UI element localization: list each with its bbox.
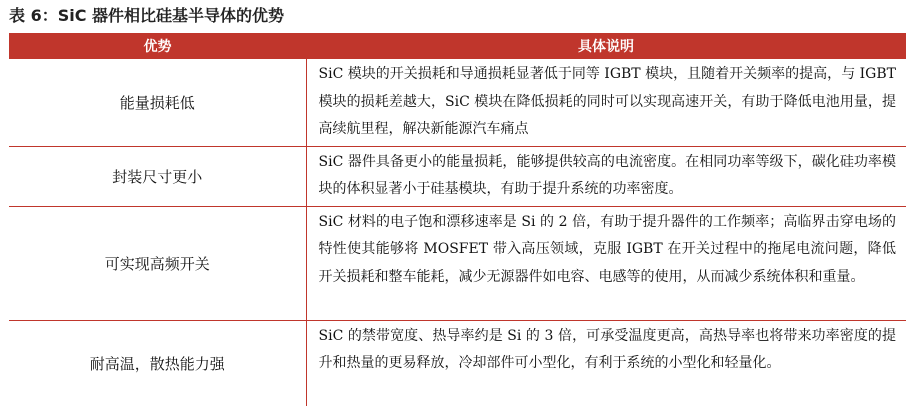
table-row <box>9 206 906 320</box>
description-cell: SiC 材料的电子饱和漂移速率是 Si 的 2 倍，有助于提升器件的工作频率；高临界击穿电场的特性使其能够将 MOSFET 带入高压领域，克服 IGBT 在开关过程中的拖尾电流问题，降低开关损耗和整车能耗，减少无源器件如电容、电感等的使用，从而减少系统体积和重量。 <box>306 206 906 320</box>
advantage-cell: 封装尺寸更小 <box>9 146 306 206</box>
description-cell: SiC 模块的开关损耗和导通损耗显著低于同等 IGBT 模块，且随着开关频率的提高，与 IGBT 模块的损耗差越大，SiC 模块在降低损耗的同时可以实现高速开关，有助于降低电池用量，提高续航里程，解决新能源汽车痛点 <box>306 59 906 146</box>
advantage-cell: 能量损耗低 <box>9 59 306 146</box>
table-row <box>9 320 906 406</box>
advantages-table <box>9 33 906 406</box>
advantage-cell: 耐高温，散热能力强 <box>9 320 306 406</box>
table-row <box>9 59 906 146</box>
table-row <box>9 146 906 206</box>
description-cell: SiC 器件具备更小的能量损耗，能够提供较高的电流密度。在相同功率等级下，碳化硅功率模块的体积显著小于硅基模块，有助于提升系统的功率密度。 <box>306 146 906 206</box>
table-header-row <box>9 33 906 59</box>
advantage-cell: 可实现高频开关 <box>9 206 306 320</box>
description-cell: SiC 的禁带宽度、热导率约是 Si 的 3 倍，可承受温度更高，高热导率也将带来功率密度的提升和热量的更易释放，冷却部件可小型化，有利于系统的小型化和轻量化。 <box>318 327 896 371</box>
table-title: 表 6：SiC 器件相比硅基半导体的优势 <box>9 6 285 25</box>
header-description: 具体说明 <box>306 33 906 59</box>
header-advantage: 优势 <box>9 33 306 59</box>
